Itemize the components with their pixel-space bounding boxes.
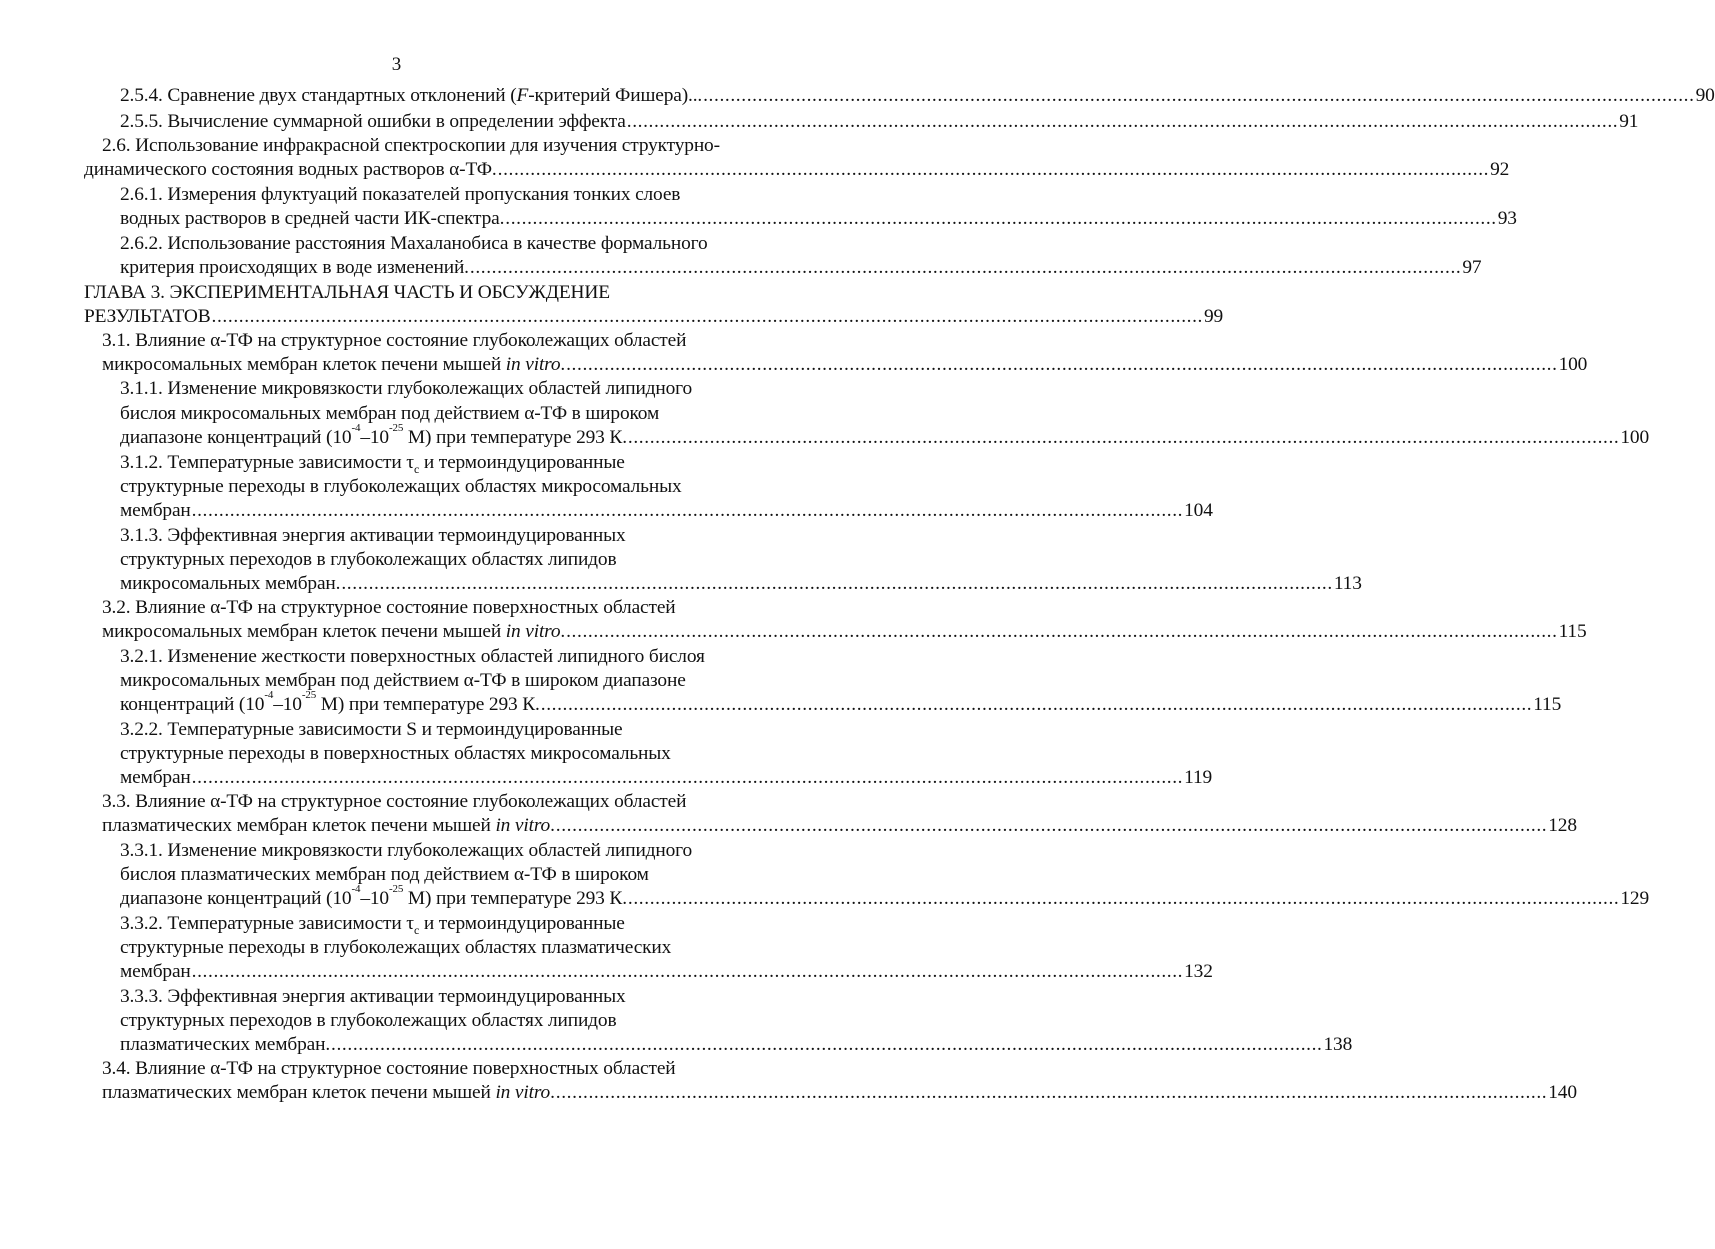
toc-entry-3-2-line1: 3.2. Влияние α-ТФ на структурное состояние поверхностных областей bbox=[102, 597, 676, 618]
toc-entry-2-5-5: 2.5.5. Вычисление суммарной ошибки в определении эффекта ...................................................................................................................................................................................... 91 bbox=[120, 111, 1639, 132]
toc-entry-3-4-line1: 3.4. Влияние α-ТФ на структурное состояние поверхностных областей bbox=[102, 1058, 676, 1079]
dot-leader: ...................................................................................................................................................................................... bbox=[626, 111, 1619, 132]
toc-entry-3-3-3: плазматических мембран. ...................................................................................................................................................................................... 138 bbox=[120, 1034, 1353, 1055]
toc-entry-3-1-3: микросомальных мембран. ...................................................................................................................................................................................... 113 bbox=[120, 573, 1362, 594]
toc-page-number: 113 bbox=[1333, 573, 1362, 594]
toc-entry-3-3-1-line2: бислоя плазматических мембран под действием α-ТФ в широком bbox=[120, 864, 649, 885]
toc-entry-3-3-2: мембран ...................................................................................................................................................................................... 132 bbox=[120, 961, 1213, 982]
toc-entry-3-3-1: диапазоне концентраций ($10^{-4}-10^{-25}$ М) при температуре 293 К. ...................................................................................................................................................................................... 129 bbox=[120, 883, 1650, 909]
toc-entry-3-3-line1: 3.3. Влияние α-ТФ на структурное состояние глубоколежащих областей bbox=[102, 791, 687, 812]
toc-entry-3-1-3-line2: структурных переходов в глубоколежащих областях липидов bbox=[120, 549, 617, 570]
toc-entry-3-2: микросомальных мембран клеток печени мышей in vitro. ...................................................................................................................................................................................... 115 bbox=[102, 621, 1587, 642]
toc-entry-3-1-2-line2: структурные переходы в глубоколежащих областях микросомальных bbox=[120, 476, 682, 497]
toc-page-number: 140 bbox=[1548, 1082, 1577, 1103]
toc-entry-3-3-1-line1: 3.3.1. Изменение микровязкости глубоколежащих областей липидного bbox=[120, 840, 693, 861]
toc-entry-3-1-1-line2: бислоя микросомальных мембран под действием α-ТФ в широком bbox=[120, 403, 660, 424]
dot-leader: ...................................................................................................................................................................................... bbox=[627, 427, 1620, 448]
toc-entry-2-6-1: водных растворов в средней части ИК-спектра. ...................................................................................................................................................................................... 93 bbox=[120, 208, 1517, 229]
toc-entry-3-3: плазматических мембран клеток печени мышей in vitro. ...................................................................................................................................................................................... 128 bbox=[102, 815, 1577, 836]
toc-entry-3-1-2-line1: 3.1.2. Температурные зависимости $\tau_c$ и термоиндуцированные bbox=[120, 452, 625, 476]
toc-entry-3-2-1-line1: 3.2.1. Изменение жесткости поверхностных областей липидного бислоя bbox=[120, 646, 705, 667]
toc-entry-3-1-1-line1: 3.1.1. Изменение микровязкости глубоколежащих областей липидного bbox=[120, 378, 693, 399]
toc-page-number: 100 bbox=[1620, 427, 1650, 448]
toc-page-number: 93 bbox=[1497, 208, 1517, 229]
toc-entry-3-3-3-line1: 3.3.3. Эффективная энергия активации термоиндуцированных bbox=[120, 986, 626, 1007]
dot-leader: ...................................................................................................................................................................................... bbox=[566, 354, 1558, 375]
toc-page-number: 128 bbox=[1548, 815, 1577, 836]
toc-page-number: 99 bbox=[1204, 306, 1224, 327]
dot-leader: ...................................................................................................................................................................................... bbox=[191, 767, 1184, 788]
toc-entry-3-1-1: диапазоне концентраций ($10^{-4}-10^{-25}$ М) при температуре 293 К. ...................................................................................................................................................................................... 100 bbox=[120, 422, 1650, 448]
toc-entry-3-2-1: концентраций ($10^{-4}-10^{-25}$ М) при температуре 293 К. ...................................................................................................................................................................................... 115 bbox=[120, 689, 1562, 715]
toc-page-number: 115 bbox=[1533, 694, 1562, 715]
toc-entry-3-3-3-line2: структурных переходов в глубоколежащих областях липидов bbox=[120, 1010, 617, 1031]
dot-leader: ...................................................................................................................................................................................... bbox=[703, 85, 1695, 106]
toc-entry-3-2-2: мембран ...................................................................................................................................................................................... 119 bbox=[120, 767, 1213, 788]
toc-chapter-3: РЕЗУЛЬТАТОВ ...................................................................................................................................................................................... 99 bbox=[84, 306, 1224, 327]
toc-page-number: 115 bbox=[1558, 621, 1587, 642]
dot-leader: ...................................................................................................................................................................................... bbox=[555, 1082, 1548, 1103]
dot-leader: ...................................................................................................................................................................................... bbox=[540, 694, 1533, 715]
toc-entry-3-4: плазматических мембран клеток печени мышей in vitro. ...................................................................................................................................................................................... 140 bbox=[102, 1082, 1577, 1103]
toc-entry-3-1-3-line1: 3.1.3. Эффективная энергия активации термоиндуцированных bbox=[120, 525, 626, 546]
dot-leader: ...................................................................................................................................................................................... bbox=[191, 961, 1184, 982]
toc-page-number: 90 bbox=[1695, 85, 1715, 106]
toc-entry-2-5-4: 2.5.4. Сравнение двух стандартных отклонений (F-критерий Фишера)... ...................................................................................................................................................................................... 90 bbox=[120, 85, 1715, 106]
toc-page-number: 100 bbox=[1558, 354, 1588, 375]
dot-leader: ...................................................................................................................................................................................... bbox=[331, 1034, 1323, 1055]
toc-entry-2-6-line1: 2.6. Использование инфракрасной спектроскопии для изучения структурно- bbox=[102, 135, 720, 156]
dot-leader: ...................................................................................................................................................................................... bbox=[555, 815, 1548, 836]
dot-leader: ...................................................................................................................................................................................... bbox=[566, 621, 1558, 642]
dot-leader: ...................................................................................................................................................................................... bbox=[497, 159, 1490, 180]
toc-page-number: 129 bbox=[1620, 888, 1650, 909]
toc-entry-3-1-line1: 3.1. Влияние α-ТФ на структурное состояние глубоколежащих областей bbox=[102, 330, 687, 351]
toc-page-number: 119 bbox=[1184, 767, 1213, 788]
toc-page-number: 92 bbox=[1490, 159, 1510, 180]
toc-entry-3-1-2: мембран ...................................................................................................................................................................................... 104 bbox=[120, 500, 1213, 521]
toc-page-number: 97 bbox=[1462, 257, 1482, 278]
dot-leader: ...................................................................................................................................................................................... bbox=[211, 306, 1204, 327]
toc-entry-3-2-2-line2: структурные переходы в поверхностных областях микросомальных bbox=[120, 743, 671, 764]
toc-entry-3-2-2-line1: 3.2.2. Температурные зависимости S и термоиндуцированные bbox=[120, 719, 623, 740]
toc-entry-2-6: динамического состояния водных растворов α-ТФ. ...................................................................................................................................................................................... 92 bbox=[84, 159, 1510, 180]
dot-leader: ...................................................................................................................................................................................... bbox=[505, 208, 1497, 229]
toc-entry-2-6-1-line1: 2.6.1. Измерения флуктуаций показателей пропускания тонких слоев bbox=[120, 184, 681, 205]
dot-leader: ...................................................................................................................................................................................... bbox=[341, 573, 1333, 594]
toc-page-number: 104 bbox=[1184, 500, 1213, 521]
toc-entry-2-6-2: критерия происходящих в воде изменений. ...................................................................................................................................................................................... 97 bbox=[120, 257, 1482, 278]
page-number: 3 bbox=[391, 54, 402, 75]
dot-leader: ...................................................................................................................................................................................... bbox=[469, 257, 1462, 278]
toc-page-number: 132 bbox=[1184, 961, 1213, 982]
toc-page-number: 91 bbox=[1619, 111, 1639, 132]
toc-entry-3-1: микросомальных мембран клеток печени мышей in vitro. ...................................................................................................................................................................................... 100 bbox=[102, 354, 1588, 375]
dot-leader: ...................................................................................................................................................................................... bbox=[627, 888, 1620, 909]
toc-page-number: 138 bbox=[1323, 1034, 1353, 1055]
toc-entry-3-2-1-line2: микросомальных мембран под действием α-ТФ в широком диапазоне bbox=[120, 670, 686, 691]
toc-entry-3-3-2-line2: структурные переходы в глубоколежащих областях плазматических bbox=[120, 937, 672, 958]
dot-leader: ...................................................................................................................................................................................... bbox=[191, 500, 1184, 521]
toc-entry-2-6-2-line1: 2.6.2. Использование расстояния Махаланобиса в качестве формального bbox=[120, 233, 708, 254]
toc-chapter-3-line1: ГЛАВА 3. ЭКСПЕРИМЕНТАЛЬНАЯ ЧАСТЬ И ОБСУЖДЕНИЕ bbox=[84, 282, 610, 303]
toc-entry-3-3-2-line1: 3.3.2. Температурные зависимости $\tau_c$ и термоиндуцированные bbox=[120, 913, 625, 937]
